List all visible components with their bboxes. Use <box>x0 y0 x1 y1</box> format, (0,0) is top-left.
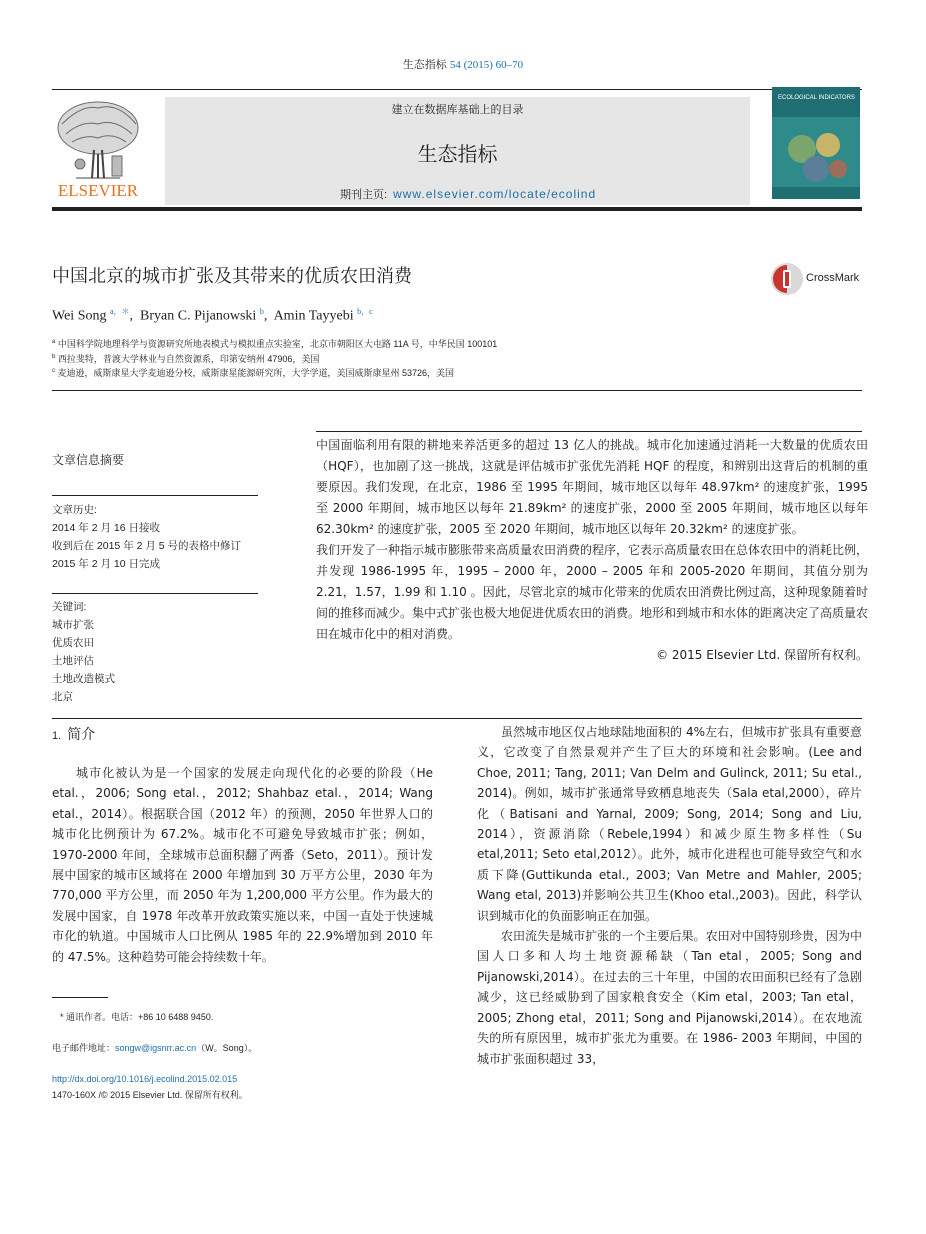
journal-name: 生态指标 <box>402 59 447 71</box>
email-note <box>52 1041 257 1054</box>
footnote-rule <box>52 997 108 998</box>
history-item: 收到后在 2015 年 2 月 5 号的表格中修订 <box>52 540 242 552</box>
affil-text: 麦迪逊，威斯康星大学麦迪逊分校，威斯康星能源研究所，大学学道，美国威斯康星州 53726，美国 <box>57 368 455 378</box>
corresponding-author-note: * 通讯作者。电话：+86 10 6488 9450. <box>60 1012 214 1022</box>
keyword: 城市扩张 <box>52 619 94 631</box>
author-affil-mark: a，＊ <box>109 307 130 316</box>
section-heading <box>52 724 95 744</box>
volume-info: 54 (2015) 60–70 <box>449 59 524 71</box>
keyword: 土地评估 <box>52 655 94 667</box>
affil-mark: a <box>52 339 56 345</box>
author-affil-mark: b，c <box>357 307 373 316</box>
left-column-text <box>52 763 433 967</box>
keywords-label: 关键词: <box>52 601 87 613</box>
journal-title: 生态指标 <box>417 144 498 166</box>
divider <box>52 390 862 391</box>
contents-line: 建立在数据库基础上的目录 <box>391 104 524 116</box>
article-title: 中国北京的城市扩张及其带来的优质农田消费 <box>52 266 412 286</box>
homepage-label: 期刊主页: <box>340 189 388 201</box>
affiliation <box>52 352 319 365</box>
cover-title: ECOLOGICAL INDICATORS <box>778 95 855 101</box>
affil-text: 西拉斐特，普渡大学林业与自然资源系，印第安纳州 47906，美国 <box>57 354 320 364</box>
journal-homepage <box>340 186 596 202</box>
history-item: 2015 年 2 月 10 日完成 <box>52 558 160 570</box>
history-label: 文章历史: <box>52 504 97 516</box>
abstract-paragraph: 我们开发了一种指示城市膨胀带来高质量农田消费的程序，它表示高质量农田在总体农田中的消耗比例，并发现 1986-1995 年，1995 – 2000 年，2000 – 2005 年和 2005-2020 年期间，其值分别为 2.21，1.57，1.99 和 1.10 。因此，尽管北京的城市化带来的优质农田消费比例过高，这种现象随着时间的推移而减少。集中式扩张也极大地促进优质农田的消费。地形和到城市和水体的距离决定了高质量农田在城市化中的相对消费。 <box>316 543 869 641</box>
journal-cover-image <box>772 87 860 199</box>
journal-reference <box>0 56 926 72</box>
email-label: 电子邮件地址： <box>52 1043 116 1053</box>
abstract-paragraph: 中国面临利用有限的耕地来养活更多的超过 13 亿人的挑战。城市化加速通过消耗一大数量的优质农田（HQF），也加剧了这一挑战，这就是评估城市扩张优先消耗 HQF 的程度，和辨别出这背后的机制的重要原因。我们发现，在北京，1986 至 1995 年期间，城市地区以每年 48.97km² 的速度扩张，1995 至 2000 年期间，城市地区以每年 21.89km² 的速度扩张，2000 至 2005 年期间，城市地区以每年 62.30km² 的速度扩张，2005 至 2020 年期间，城市地区以每年 20.32km² 的速度扩张。 <box>316 438 868 536</box>
author-affil-mark: b <box>259 307 264 316</box>
homepage-link[interactable]: www.elsevier.com/locate/ecolind <box>393 187 597 201</box>
section-number: 1. <box>52 730 62 742</box>
keyword: 北京 <box>52 691 73 703</box>
right-column-text <box>477 722 862 1069</box>
body-paragraph: 农田流失是城市扩张的一个主要后果。农田对中国特别珍贵，因为中国人口多和人均土地资源稀缺（Tan etal，2005; Song and Pijanowski,2014）。在过去的三十年里，中国的农田面积已经有了急剧减少，这已经威胁到了国家粮食安全（Kim etal，2003; Tan etal，2005; Zhong etal，2011; Song and Pijanowski,2014）。在农地流失的所有原因里，城市扩张尤为重要。在 1986- 2003 年期间，中国的城市扩张面积超过 33， <box>477 929 862 1066</box>
body-paragraph: 城市化被认为是一个国家的发展走向现代化的必要的阶段（He etal.，2006; Song etal.，2012; Shahbaz etal.，2014; Wang etal.，2014）。根据联合国（2012 年）的预测，2050 年世界人口的城市化比例预计为 67.2%。城市化不可避免导致城市扩张；例如，1970-2000 年间，全球城市总面积翻了两番（Seto，2011）。预计发展中国家的城市区域将在 2000 年增加到 30 万平方公里，2030 年为 770,000 平方公里，而 2050 年为 1,200,000 平方公里。作为最大的发展中国家，自 1978 年改革开放政策实施以来，中国一直处于快速城市化的轨道。中国城市人口比例从 1985 年的 22.9%增加到 2010 年的 47.5%。这种趋势可能会持续数十年。 <box>52 766 433 964</box>
header-top-rule <box>52 89 862 90</box>
divider <box>316 431 862 432</box>
crossmark-label: CrossMark <box>806 272 860 284</box>
affil-mark: c <box>52 368 55 374</box>
divider <box>52 495 258 496</box>
keyword: 土地改造模式 <box>52 673 115 685</box>
author-name[interactable]: Wei Song <box>52 308 107 324</box>
divider <box>52 593 258 594</box>
header-bottom-rule <box>52 207 862 211</box>
divider <box>52 718 862 719</box>
author-list: Wei Song $^{a,*}$, Bryan C. Pijanowski $^b$, Amin Tayyebi $^{b,c}$ <box>52 307 373 324</box>
abstract <box>316 435 868 666</box>
copyright: © 2015 Elsevier Ltd. 保留所有权利。 <box>656 648 868 662</box>
article-history <box>52 501 241 573</box>
body-paragraph: 虽然城市地区仅占地球陆地面积的 4%左右，但城市扩张具有重要意义，它改变了自然景观并产生了巨大的环境和社会影响。(Lee and Choe, 2011; Tang, 2011; Van Delm and Gulinck, 2011; Su etal., 2014)。例如，城市扩张通常导致栖息地丧失（Sala etal,2000），碎片化（Batisani and Yarnal, 2009; Song, 2014; Song and Liu, 2014），资源消除（Rebele,1994）和减少原生物多样性（Su etal,2011; Seto etal,2012）。此外，城市化进程也可能导致空气和水质下降(Guttikunda etal., 2003; Van Metre and Mahler, 2005; Wang etal, 2013)并影响公共卫生(Khoo etal.,2003)。因此，科学认识到城市化的负面影响正在加强。 <box>477 725 862 923</box>
affil-mark: b <box>52 354 56 360</box>
issn-copyright: 1470-160X /© 2015 Elsevier Ltd. 保留所有权利。 <box>52 1090 248 1100</box>
keywords <box>52 598 115 706</box>
email-suffix: （W。Song）。 <box>196 1043 258 1053</box>
history-item: 2014 年 2 月 16 日接收 <box>52 522 160 534</box>
keyword: 优质农田 <box>52 637 94 649</box>
section-title: 简介 <box>67 726 96 742</box>
affil-text: 中国科学院地理科学与资源研究所地表模式与模拟重点实验室，北京市朝阳区大屯路 11A 号，中华民国 100101 <box>57 339 498 349</box>
author-name[interactable]: Bryan C. Pijanowski <box>140 308 257 324</box>
elsevier-wordmark: ELSEVIER <box>57 181 139 200</box>
affiliation <box>52 366 454 379</box>
article-info-heading: 文章信息摘要 <box>52 453 125 467</box>
doi-link[interactable]: http://dx.doi.org/10.1016/j.ecolind.2015.02.015 <box>52 1074 238 1084</box>
affiliation <box>52 337 497 350</box>
email-link[interactable]: songw@igsnrr.ac.cn <box>115 1043 197 1053</box>
author-name[interactable]: Amin Tayyebi <box>273 308 354 324</box>
